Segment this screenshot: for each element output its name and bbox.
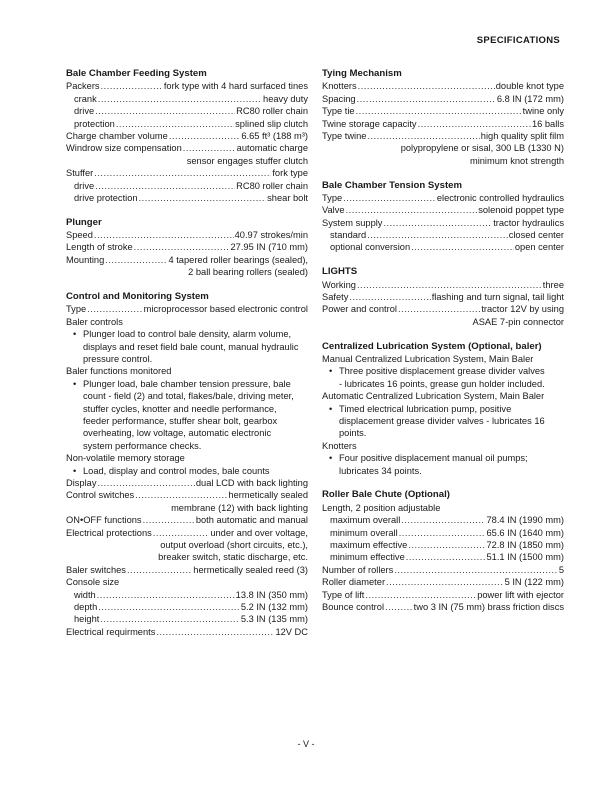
- leader-dots: [183, 142, 236, 154]
- section-title: LIGHTS: [322, 266, 358, 278]
- spec-value-continued: 2 ball bearing rollers (sealed): [188, 267, 308, 278]
- spec-value: both automatic and manual: [195, 515, 308, 526]
- spec-value-continued: minimum knot strength: [469, 155, 564, 166]
- spec-label: Safety: [322, 292, 349, 303]
- spec-value: 12V DC: [275, 626, 308, 637]
- leader-dots: [97, 589, 235, 601]
- right-column: [322, 68, 564, 626]
- bullet-line: lubricates 34 points.: [339, 465, 422, 476]
- spec-row: [66, 564, 308, 576]
- spec-value: RC80 roller chain: [236, 106, 308, 117]
- spec-label: depth: [74, 601, 98, 612]
- spec-row: [322, 118, 564, 130]
- leader-dots: [134, 241, 230, 253]
- spec-row: [66, 130, 308, 142]
- bullet-line: pressure control.: [83, 354, 153, 365]
- spec-row: [66, 477, 308, 489]
- spec-label: Windrow size compensation: [66, 143, 182, 154]
- bullet-line: • Load, display and control modes, bale counts: [83, 465, 270, 476]
- leader-dots: [349, 291, 430, 303]
- spec-label: height: [74, 614, 100, 625]
- spec-label: Type: [322, 192, 343, 203]
- spec-row: [66, 180, 308, 192]
- bullet-item: [66, 465, 308, 477]
- spec-value: twine only: [522, 106, 564, 117]
- spec-value: fork type with 4 hard surfaced tines: [163, 81, 308, 92]
- spec-label: System supply: [322, 217, 383, 228]
- spec-value: hermetically sealed reed (3): [193, 564, 308, 575]
- spec-row: [322, 80, 564, 92]
- bullet-item: [66, 378, 308, 452]
- spec-label: minimum overall: [330, 527, 398, 538]
- spec-value: splined slip clutch: [235, 118, 308, 129]
- spec-value: 4 tapered roller bearings (sealed),: [168, 254, 308, 265]
- spec-value: 5.3 IN (135 mm): [240, 614, 308, 625]
- leader-dots: [399, 527, 486, 539]
- spec-row: [66, 105, 308, 117]
- spec-row: [322, 576, 564, 588]
- section-title: Bale Chamber Tension System: [322, 179, 463, 191]
- spec-row: [322, 279, 564, 291]
- spec-row: [322, 105, 564, 117]
- spec-value: 16 balls: [531, 118, 564, 129]
- spec-row: [322, 551, 564, 563]
- spec-value: 5 IN (122 mm): [504, 577, 564, 588]
- bullet-item: [322, 365, 564, 390]
- spec-row: [66, 626, 308, 638]
- leader-dots: [406, 551, 486, 563]
- spec-row: [66, 80, 308, 92]
- spec-value: double knot type: [495, 81, 564, 92]
- leader-dots: [418, 118, 531, 130]
- spec-row: [322, 217, 564, 229]
- spec-label: standard: [330, 230, 367, 241]
- spec-row: [322, 527, 564, 539]
- spec-row: [66, 118, 308, 130]
- leader-dots: [365, 589, 476, 601]
- spec-label: Knotters: [322, 81, 357, 92]
- spec-label: optional conversion: [330, 242, 411, 253]
- spec-value-continued: breaker switch, static discharge, etc.: [158, 552, 308, 563]
- spec-value-continued: ASAE 7-pin connector: [472, 316, 564, 327]
- spec-value: open center: [514, 242, 564, 253]
- bullet-item: [322, 403, 564, 440]
- leader-dots: [156, 626, 274, 638]
- spec-value-continued: sensor engages stuffer clutch: [186, 155, 308, 166]
- subheading: Console size: [66, 577, 120, 588]
- spec-label: Charge chamber volume: [66, 130, 168, 141]
- spec-row: [66, 93, 308, 105]
- spec-value: high quality split film: [480, 130, 564, 141]
- spec-label: ON•OFF functions: [66, 515, 142, 526]
- spec-value: flashing and turn signal, tail light: [431, 292, 564, 303]
- section-title: Roller Bale Chute (Optional): [322, 489, 450, 501]
- leader-dots: [356, 105, 522, 117]
- leader-dots: [401, 514, 485, 526]
- spec-value: tractor 12V by using: [481, 304, 564, 315]
- leader-dots: [135, 489, 227, 501]
- leader-dots: [116, 118, 234, 130]
- left-column: [66, 68, 308, 651]
- section-tying-mechanism: [322, 68, 564, 167]
- spec-value: 27.95 IN (710 mm): [230, 242, 308, 253]
- subheading: Automatic Centralized Lubrication System, Main Baler: [322, 391, 545, 402]
- section-title: Plunger: [66, 216, 102, 228]
- spec-value: 40.97 strokes/min: [234, 230, 308, 241]
- spec-row: [322, 291, 564, 303]
- spec-label: crank: [74, 93, 97, 104]
- spec-label: maximum effective: [330, 539, 408, 550]
- leader-dots: [383, 217, 492, 229]
- spec-value: 51.1 IN (1500 mm): [486, 552, 564, 563]
- spec-row: [66, 167, 308, 179]
- leader-dots: [105, 254, 167, 266]
- spec-value: power lift with ejector: [477, 589, 564, 600]
- spec-row: [322, 93, 564, 105]
- spec-label: Speed: [66, 230, 93, 241]
- spec-row: [322, 130, 564, 142]
- spec-value: RC80 roller chain: [236, 180, 308, 191]
- leader-dots: [139, 192, 267, 204]
- spec-row: [66, 527, 308, 539]
- bullet-line: system performance checks.: [83, 440, 202, 451]
- leader-dots: [408, 539, 485, 551]
- leader-dots: [169, 130, 241, 142]
- spec-label: width: [74, 589, 96, 600]
- bullet-line: feeder performance, stuffer shear bolt, gearbox: [83, 416, 278, 427]
- section-bale-chamber-feeding: [66, 68, 308, 204]
- leader-dots: [153, 527, 210, 539]
- spec-value: shear bolt: [267, 192, 308, 203]
- section-title: Centralized Lubrication System (Optional, baler): [322, 340, 542, 352]
- spec-label: Bounce control: [322, 601, 385, 612]
- spec-value: dual LCD with back lighting: [195, 478, 308, 489]
- leader-dots: [101, 80, 163, 92]
- spec-row: [66, 254, 308, 266]
- leader-dots: [346, 204, 478, 216]
- spec-row: [322, 229, 564, 241]
- spec-value: closed center: [508, 230, 564, 241]
- spec-row: [322, 539, 564, 551]
- bullet-line: displays and reset field bale count, manual hydraulic: [83, 341, 299, 352]
- subheading: Length, 2 position adjustable: [322, 502, 441, 513]
- bullet-line: stuffer cycles, knotter and needle performance,: [83, 403, 277, 414]
- subheading: Knotters: [322, 440, 357, 451]
- leader-dots: [95, 180, 235, 192]
- bullet-line: • Timed electrical lubrication pump, positive: [339, 403, 512, 414]
- subheading: Non-volatile memory storage: [66, 453, 185, 464]
- bullet-item: [322, 452, 564, 477]
- spec-value: 5: [558, 564, 564, 575]
- spec-label: Length of stroke: [66, 242, 133, 253]
- leader-dots: [367, 229, 508, 241]
- bullet-item: [66, 328, 308, 365]
- spec-value: 78.4 IN (1990 mm): [486, 515, 564, 526]
- spec-label: Type: [66, 304, 87, 315]
- spec-row: [66, 489, 308, 501]
- bullet-line: • Plunger load to control bale density, alarm volume,: [83, 329, 292, 340]
- bullet-line: • Three positive displacement grease divider valves: [339, 366, 545, 377]
- leader-dots: [94, 167, 271, 179]
- spec-label: Type tie: [322, 106, 355, 117]
- spec-value: automatic charge: [236, 143, 308, 154]
- spec-label: drive: [74, 106, 95, 117]
- section-bale-chamber-tension: [322, 180, 564, 254]
- spec-label: Twine storage capacity: [322, 118, 417, 129]
- spec-value: microprocessor based electronic control: [143, 304, 308, 315]
- leader-dots: [386, 576, 504, 588]
- spec-label: Valve: [322, 205, 345, 216]
- leader-dots: [127, 564, 192, 576]
- spec-label: Power and control: [322, 304, 397, 315]
- spec-row: [322, 303, 564, 315]
- page-number: - V -: [297, 739, 315, 749]
- spec-label: Number of rollers: [322, 564, 394, 575]
- spec-row: [322, 514, 564, 526]
- spec-label: Spacing: [322, 93, 356, 104]
- bullet-line: - lubricates 16 points, grease gun holder included.: [339, 378, 545, 389]
- section-lights: [322, 266, 564, 328]
- spec-value: solenoid poppet type: [478, 205, 564, 216]
- spec-value: heavy duty: [263, 93, 308, 104]
- bullet-line: • Plunger load, bale chamber tension pressure, bale: [83, 378, 291, 389]
- spec-value: 6.65 ft³ (188 m³): [241, 130, 308, 141]
- spec-value: electronic controlled hydraulics: [436, 192, 564, 203]
- leader-dots: [97, 477, 194, 489]
- spec-label: Control switches: [66, 490, 135, 501]
- subheading: Baler functions monitored: [66, 366, 172, 377]
- spec-label: Roller diameter: [322, 577, 386, 588]
- leader-dots: [95, 105, 235, 117]
- leader-dots: [394, 564, 558, 576]
- leader-dots: [98, 93, 262, 105]
- bullet-line: count - field (2) and total, flakes/bale, driving meter,: [83, 391, 294, 402]
- spec-label: Display: [66, 478, 97, 489]
- spec-label: drive: [74, 180, 95, 191]
- leader-dots: [358, 80, 495, 92]
- spec-value: under and over voltage,: [210, 527, 308, 538]
- spec-label: Type of lift: [322, 589, 365, 600]
- leader-dots: [87, 303, 143, 315]
- spec-label: Baler switches: [66, 564, 126, 575]
- bullet-line: points.: [339, 428, 367, 439]
- spec-row: [66, 613, 308, 625]
- leader-dots: [98, 601, 240, 613]
- section-title: Control and Monitoring System: [66, 291, 209, 303]
- spec-value-continued: output overload (short circuits, etc.),: [160, 540, 308, 550]
- spec-label: protection: [74, 118, 115, 129]
- spec-label: Mounting: [66, 254, 105, 265]
- subheading: Baler controls: [66, 316, 123, 327]
- spec-row: [322, 589, 564, 601]
- spec-value: 72.8 IN (1850 mm): [486, 539, 564, 550]
- spec-value-continued: membrane (12) with back lighting: [171, 502, 308, 513]
- leader-dots: [411, 241, 514, 253]
- spec-value: 13.8 IN (350 mm): [235, 589, 308, 600]
- leader-dots: [385, 601, 413, 613]
- bullet-line: • Four positive displacement manual oil pumps;: [339, 453, 528, 464]
- spec-value: fork type: [272, 168, 308, 179]
- spec-value: tractor hydraulics: [493, 217, 564, 228]
- spec-label: maximum overall: [330, 515, 401, 526]
- subheading: Manual Centralized Lubrication System, Main Baler: [322, 353, 534, 364]
- page-header-title: SPECIFICATIONS: [476, 35, 560, 46]
- spec-value: 6.8 IN (172 mm): [496, 93, 564, 104]
- leader-dots: [357, 93, 496, 105]
- spec-label: drive protection: [74, 192, 138, 203]
- spec-row: [66, 514, 308, 526]
- spec-label: Electrical requirments: [66, 626, 156, 637]
- spec-row: [66, 303, 308, 315]
- spec-label: Packers: [66, 81, 100, 92]
- spec-row: [322, 192, 564, 204]
- leader-dots: [367, 130, 479, 142]
- spec-value: 5.2 IN (132 mm): [240, 601, 308, 612]
- section-control-monitoring: [66, 291, 308, 638]
- section-centralized-lubrication: [322, 341, 564, 477]
- leader-dots: [100, 613, 239, 625]
- leader-dots: [398, 303, 480, 315]
- bullet-line: overheating, low voltage, automatic electronic: [83, 428, 272, 439]
- spec-label: minimum effective: [330, 552, 405, 563]
- spec-value-continued: polypropylene or sisal, 300 LB (1330 N): [400, 143, 564, 154]
- spec-row: [322, 564, 564, 576]
- spec-value: two 3 IN (75 mm) brass friction discs: [413, 601, 564, 612]
- spec-value: 65.6 IN (1640 mm): [486, 527, 564, 538]
- section-title: Bale Chamber Feeding System: [66, 68, 207, 79]
- spec-row: [66, 241, 308, 253]
- spec-label: Working: [322, 279, 356, 290]
- spec-label: Type twine: [322, 130, 367, 141]
- spec-row: [66, 601, 308, 613]
- bullet-line: displacement grease divider valves - lubricates 16: [339, 415, 545, 426]
- spec-row: [322, 601, 564, 613]
- section-plunger: [66, 217, 308, 279]
- spec-row: [66, 142, 308, 154]
- leader-dots: [343, 192, 436, 204]
- spec-row: [66, 589, 308, 601]
- leader-dots: [94, 229, 234, 241]
- leader-dots: [143, 514, 195, 526]
- leader-dots: [357, 279, 542, 291]
- section-title: Tying Mechanism: [322, 68, 402, 79]
- section-roller-bale-chute: [322, 489, 564, 613]
- spec-label: Electrical protections: [66, 527, 152, 538]
- spec-value: three: [542, 279, 564, 290]
- spec-row: [322, 241, 564, 253]
- spec-label: Stuffer: [66, 168, 94, 179]
- spec-row: [322, 204, 564, 216]
- spec-row: [66, 192, 308, 204]
- spec-value: hermetically sealed: [228, 490, 308, 501]
- spec-row: [66, 229, 308, 241]
